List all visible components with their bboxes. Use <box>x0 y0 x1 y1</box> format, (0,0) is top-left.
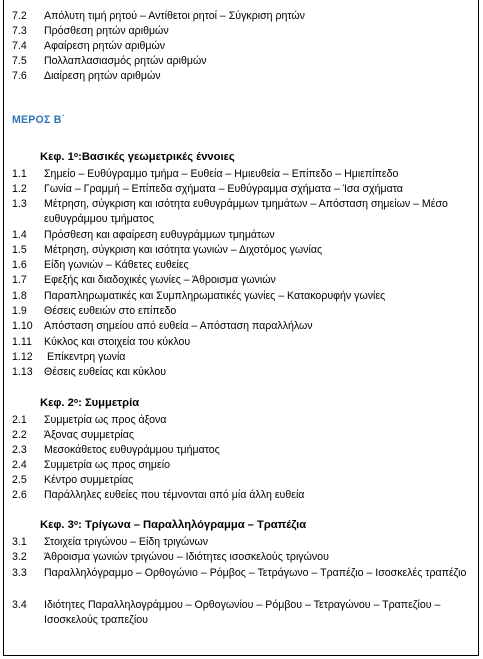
item-text: Διαίρεση ρητών αριθμών <box>44 70 161 82</box>
chapter-prefix: Κεφ. 2 <box>40 397 74 409</box>
item-number: 1.5 <box>12 244 27 256</box>
chapter-title <box>40 519 306 531</box>
item-number: 1.1 <box>12 168 27 180</box>
chapter-name: : Συμμετρία <box>78 397 140 409</box>
item-number: 2.5 <box>12 474 27 486</box>
item-number: 1.3 <box>12 198 27 210</box>
item-text: Απόσταση σημείου από ευθεία – Απόσταση παραλλήλων <box>44 320 313 332</box>
item-text: Παράλληλες ευθείες που τέμνονται από μία άλλη ευθεία <box>44 489 305 501</box>
item-number: 3.3 <box>12 567 27 579</box>
chapter-ordinal: ο <box>73 398 79 405</box>
chapter-prefix: Κεφ. 1 <box>40 151 74 163</box>
list-item <box>4 566 480 596</box>
item-number: 1.4 <box>12 229 27 241</box>
item-number: 1.2 <box>12 183 27 195</box>
chapter-title <box>40 397 139 409</box>
item-number: 2.3 <box>12 444 27 456</box>
chapter-name: : Τρίγωνα – Παραλληλόγραμμα – Τραπέζια <box>78 519 307 531</box>
item-number: 7.3 <box>12 25 27 37</box>
item-number: 1.12 <box>12 351 33 363</box>
item-number: 2.2 <box>12 429 27 441</box>
chapter-ordinal: ο <box>73 520 79 527</box>
item-number: 7.6 <box>12 70 27 82</box>
item-text: Ιδιότητες Παραλληλογράμμου – Ορθογωνίου – Ρόμβου – Τετραγώνου – Τραπεζίου – Ισοσκελούς τραπεζίου <box>44 599 441 626</box>
item-number: 1.6 <box>12 259 27 271</box>
item-text: Πρόσθεση ρητών αριθμών <box>44 25 169 37</box>
item-text: Μέτρηση, σύγκριση και ισότητα ευθυγράμμων τμημάτων – Απόσταση σημείων – Μέσο ευθυγράμμου τμήματος <box>44 198 448 225</box>
list-item <box>4 598 480 628</box>
item-number: 7.2 <box>12 10 27 22</box>
item-number: 1.11 <box>12 336 32 348</box>
item-number: 3.1 <box>12 536 27 548</box>
item-text: Κέντρο συμμετρίας <box>44 474 134 486</box>
item-text: Μεσοκάθετος ευθυγράμμου τμήματος <box>44 444 220 456</box>
item-text: Παραπληρωματικές και Συμπληρωματικές γωνίες – Κατακορυφήν γωνίες <box>44 290 386 302</box>
item-text: Συμμετρία ως προς σημείο <box>44 459 171 471</box>
item-text: Είδη γωνιών – Κάθετες ευθείες <box>44 259 189 271</box>
item-number: 3.2 <box>12 551 27 563</box>
item-text: Κύκλος και στοιχεία του κύκλου <box>44 336 191 348</box>
item-text: Απόλυτη τιμή ρητού – Αντίθετοι ρητοί – Σύγκριση ρητών <box>44 10 305 22</box>
item-text: Πολλαπλασιασμός ρητών αριθμών <box>44 55 207 67</box>
item-number: 1.13 <box>12 366 33 378</box>
item-text: Αφαίρεση ρητών αριθμών <box>44 40 166 52</box>
item-number: 3.4 <box>12 599 27 611</box>
item-number: 7.5 <box>12 55 27 67</box>
item-text: Γωνία – Γραμμή – Επίπεδα σχήματα – Ευθύγραμμα σχήματα – Ίσα σχήματα <box>44 183 403 195</box>
item-text: Θέσεις ευθειών στο επίπεδο <box>44 305 177 317</box>
item-text: Άθροισμα γωνιών τριγώνου – Ιδιότητες ισοσκελούς τριγώνου <box>44 551 329 563</box>
item-text: Μέτρηση, σύγκριση και ισότητα γωνιών – Διχοτόμος γωνίας <box>44 244 323 256</box>
item-text: Εφεξής και διαδοχικές γωνίες – Άθροισμα γωνιών <box>44 274 276 286</box>
item-number: 7.4 <box>12 40 27 52</box>
item-text: Επίκεντρη γωνία <box>47 351 126 363</box>
item-number: 2.4 <box>12 459 27 471</box>
item-text: Σημείο – Ευθύγραμμο τμήμα – Ευθεία – Ημιευθεία – Επίπεδο – Ημιεπίπεδο <box>44 168 399 180</box>
item-number: 2.6 <box>12 489 27 501</box>
chapter-prefix: Κεφ. 3 <box>40 519 74 531</box>
item-text: Άξονας συμμετρίας <box>44 429 134 441</box>
item-text: Πρόσθεση και αφαίρεση ευθυγράμμων τμημάτων <box>44 229 275 241</box>
item-text: Στοιχεία τριγώνου – Είδη τριγώνων <box>44 536 209 548</box>
item-number: 2.1 <box>12 414 27 426</box>
part-title: ΜΕΡΟΣ Β΄ <box>12 114 66 126</box>
chapter-title <box>40 151 235 163</box>
item-number: 1.10 <box>12 320 33 332</box>
item-text: Συμμετρία ως προς άξονα <box>44 414 167 426</box>
page-frame <box>3 0 479 656</box>
item-text: Θέσεις ευθείας και κύκλου <box>44 366 167 378</box>
item-number: 1.9 <box>12 305 27 317</box>
item-number: 1.7 <box>12 274 27 286</box>
item-number: 1.8 <box>12 290 27 302</box>
list-item <box>4 197 480 227</box>
item-text: Παραλληλόγραμμο – Ορθογώνιο – Ρόμβος – Τετράγωνο – Τραπέζιο – Ισοσκελές τραπέζιο <box>44 567 467 579</box>
chapter-name: :Βασικές γεωμετρικές έννοιες <box>78 151 235 163</box>
chapter-ordinal: ο <box>73 152 79 159</box>
